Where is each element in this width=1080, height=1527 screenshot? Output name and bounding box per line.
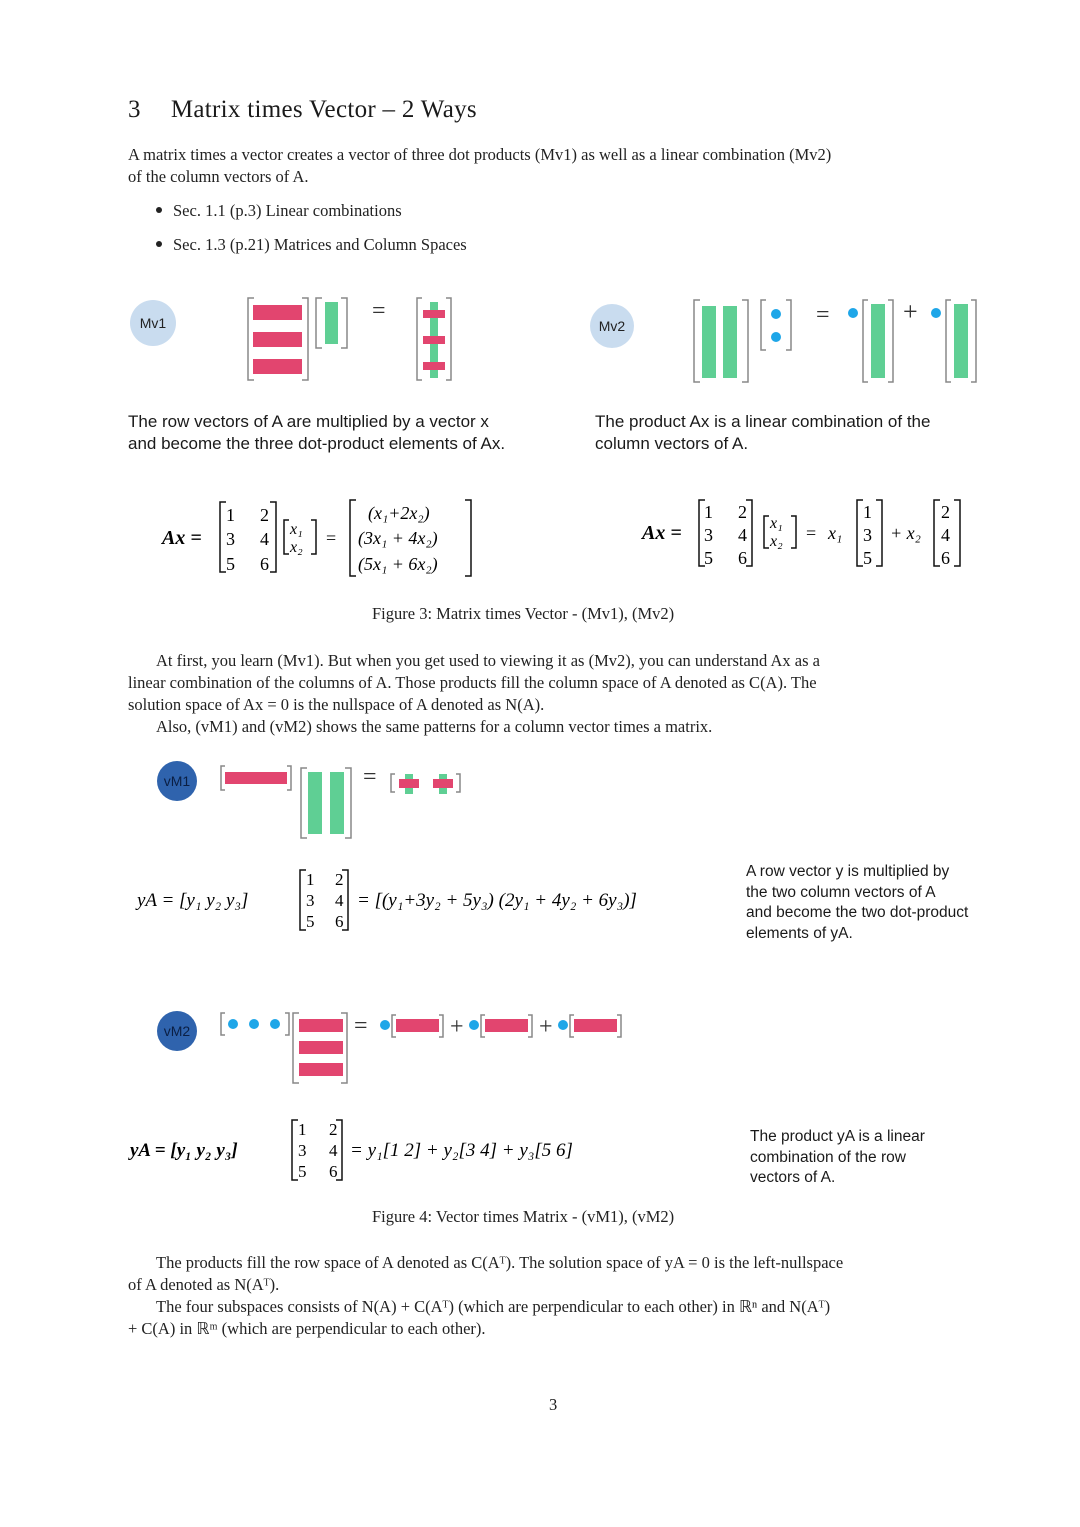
vector-cell: x₁ [290, 521, 303, 538]
vm1-description-line: elements of yA. [746, 924, 853, 942]
matrix-cell: 3 [226, 529, 235, 549]
matrix-cell: 3 [704, 525, 713, 545]
matrix-cell: 6 [335, 912, 344, 931]
eq-rhs: = y₁[1 2] + y₂[3 4] + y₃[5 6] [350, 1140, 573, 1161]
matrix-bracket-left [694, 300, 700, 382]
matrix-cell: 3 [306, 891, 315, 910]
row-vector-bar [253, 332, 302, 347]
vm2-badge-label: vM2 [163, 1023, 191, 1039]
vector-bracket-right [786, 300, 791, 350]
row-vector-bar [225, 772, 287, 784]
matrix-cell: 1 [704, 502, 713, 522]
intro-line-1: A matrix times a vector creates a vector of three dot products (Mv1) as well as a linear combination (Mv2) [128, 145, 832, 164]
equals-sign: = [816, 302, 830, 328]
row-dot-mark [423, 336, 445, 344]
matrix-cell: 6 [260, 554, 269, 574]
mv2-description-line: column vectors of A. [595, 434, 749, 453]
scalar-dot [380, 1020, 390, 1030]
result-bracket-left [417, 298, 422, 380]
matrix-cell: 2 [329, 1120, 338, 1139]
row-vector-bar [299, 1019, 343, 1032]
vector-bracket-left [761, 300, 766, 350]
row-dot-mark [423, 310, 445, 318]
mv2-equation [640, 494, 980, 574]
intro-paragraph [128, 144, 988, 188]
matrix-cell: 5 [306, 912, 315, 931]
plus-sign: + [903, 297, 918, 326]
column-cell: 1 [863, 502, 872, 522]
matrix-bracket-right [742, 300, 748, 382]
bullet-text: Sec. 1.1 (p.3) Linear combinations [173, 201, 402, 220]
vm1-description-line: the two column vectors of A [746, 883, 936, 901]
middle-line: linear combination of the columns of A. Those products fill the column space of A denoted as C(A). The [128, 673, 817, 692]
row-dot-mark [433, 779, 453, 788]
mv1-diagram [240, 290, 470, 390]
vm2-diagram [215, 1005, 635, 1090]
matrix-cell: 3 [298, 1141, 307, 1160]
eq-lhs: yA = [y₁ y₂ y₃] [137, 890, 249, 911]
equals-sign: = [354, 1013, 368, 1039]
mv2-badge-label: Mv2 [598, 318, 626, 334]
closing-paragraph [128, 1252, 988, 1340]
mv2-description-line: The product Ax is a linear combination of the [595, 412, 931, 431]
vm2-equation [128, 1116, 688, 1188]
matrix-cell: 4 [260, 529, 269, 549]
column-cell: 4 [941, 525, 950, 545]
scalar-dot [931, 308, 941, 318]
vm1-diagram [215, 760, 475, 845]
vm2-description-line: vectors of A. [750, 1169, 836, 1186]
equals-sign: = [372, 298, 386, 324]
result-bracket-right [446, 298, 451, 380]
combo-coef: x₁ [828, 523, 843, 543]
result-cell: (3x₁ + 4x₂) [358, 528, 438, 548]
eq-lhs: yA = [y₁ y₂ y₃] [130, 1140, 238, 1161]
eq-lhs: Ax = [642, 522, 682, 544]
bullet-icon [156, 207, 162, 213]
vm1-badge-label: vM1 [163, 773, 191, 789]
section-title [128, 96, 477, 124]
row-vector-bar [574, 1019, 617, 1032]
matrix-cell: 2 [335, 870, 344, 889]
column-cell: 2 [941, 502, 950, 522]
vm2-description [750, 1127, 980, 1189]
matrix-cell: 5 [704, 548, 713, 568]
matrix-cell: 4 [335, 891, 344, 910]
vector-bracket-left [316, 298, 322, 348]
middle-line: At first, you learn (Mv1). But when you get used to viewing it as (Mv2), you can understand Ax as a [156, 651, 821, 670]
bullet-item [156, 201, 402, 221]
mv1-description [128, 411, 568, 455]
mv1-badge [130, 300, 176, 346]
row-vector-bar [485, 1019, 528, 1032]
bullet-text: Sec. 1.3 (p.21) Matrices and Column Spaces [173, 235, 467, 254]
column-vector-bar [723, 306, 737, 378]
middle-line: Also, (vM1) and (vM2) shows the same patterns for a column vector times a matrix. [156, 717, 713, 736]
row-dot-mark [423, 362, 445, 370]
matrix-cell: 1 [306, 870, 315, 889]
col-bracket-right [888, 300, 893, 382]
column-cell: 6 [941, 548, 950, 568]
bullet-item [156, 235, 467, 255]
matrix-cell: 6 [329, 1162, 338, 1181]
matrix-cell: 4 [329, 1141, 338, 1160]
column-vector-bar [308, 772, 322, 834]
closing-line: + C(A) in ℝᵐ (which are perpendicular to each other). [128, 1319, 486, 1338]
result-cell: (5x₁ + 6x₂) [358, 554, 438, 574]
eq-equals: = [806, 523, 817, 543]
row-vector-bar [396, 1019, 439, 1032]
mv2-badge [590, 304, 634, 348]
scalar-dot [848, 308, 858, 318]
matrix-bracket-right [302, 298, 308, 380]
column-vector-bar [871, 304, 885, 378]
matrix-cell: 1 [298, 1120, 307, 1139]
figure-3-caption: Figure 3: Matrix times Vector - (Mv1), (Mv2) [372, 604, 675, 623]
intro-line-2: of the column vectors of A. [128, 167, 309, 186]
row-vector-bar [299, 1041, 343, 1054]
scalar-dot [228, 1019, 238, 1029]
column-vector-bar [330, 772, 344, 834]
vector-cell: x₂ [770, 533, 783, 550]
mv1-description-line: and become the three dot-product elements of Ax. [128, 434, 506, 453]
column-vector-bar [325, 302, 338, 344]
scalar-dot [469, 1020, 479, 1030]
scalar-dot [558, 1020, 568, 1030]
vector-cell: x₁ [770, 515, 783, 532]
mv2-diagram [686, 290, 986, 390]
mv1-description-line: The row vectors of A are multiplied by a vector x [128, 412, 489, 431]
col-bracket-left [863, 300, 868, 382]
page-number: 3 [549, 1395, 558, 1414]
scalar-dot [249, 1019, 259, 1029]
col-bracket-right [971, 300, 976, 382]
row-vector-bar [253, 305, 302, 320]
result-cell: (x₁+2x₂) [368, 503, 430, 523]
middle-paragraph [128, 650, 988, 738]
mv1-equation [160, 494, 490, 584]
middle-line: solution space of Ax = 0 is the nullspace of A denoted as N(A). [128, 695, 545, 714]
closing-line: The products fill the row space of A denoted as C(Aᵀ). The solution space of yA = 0 is the left-nullspace [156, 1253, 844, 1272]
matrix-cell: 2 [738, 502, 747, 522]
column-cell: 3 [863, 525, 872, 545]
bullet-icon [156, 241, 162, 247]
section-number: 3 [128, 96, 141, 123]
mv1-badge-label: Mv1 [139, 315, 167, 331]
vm1-equation [135, 866, 705, 938]
column-vector-bar [702, 306, 716, 378]
vm1-description [746, 862, 1006, 944]
eq-equals: = [326, 528, 337, 548]
matrix-cell: 4 [738, 525, 747, 545]
matrix-cell: 2 [260, 505, 269, 525]
vm2-badge [157, 1011, 197, 1051]
closing-line: of A denoted as N(Aᵀ). [128, 1275, 280, 1294]
plus-sign: + [450, 1014, 464, 1040]
matrix-cell: 5 [226, 554, 235, 574]
figure-4-caption: Figure 4: Vector times Matrix - (vM1), (vM2) [372, 1207, 675, 1226]
plus-sign: + [539, 1014, 553, 1040]
scalar-dot [771, 309, 781, 319]
vm1-badge [157, 761, 197, 801]
vm1-description-line: and become the two dot-product [746, 904, 969, 921]
eq-rhs: = [(y₁+3y₂ + 5y₃) (2y₁ + 4y₂ + 6y₃)] [357, 890, 637, 911]
combo-coef: + x₂ [890, 523, 921, 543]
vector-bracket-right [341, 298, 347, 348]
mv2-description [595, 411, 995, 455]
row-vector-bar [253, 359, 302, 374]
matrix-cell: 5 [298, 1162, 307, 1181]
matrix-cell: 6 [738, 548, 747, 568]
eq-lhs: Ax = [162, 527, 202, 549]
matrix-cell: 1 [226, 505, 235, 525]
column-vector-bar [954, 304, 968, 378]
vm1-description-line: A row vector y is multiplied by [746, 863, 950, 880]
scalar-dot [270, 1019, 280, 1029]
vm2-description-line: The product yA is a linear [750, 1128, 925, 1145]
column-cell: 5 [863, 548, 872, 568]
row-vector-bar [299, 1063, 343, 1076]
vector-cell: x₂ [290, 539, 303, 556]
col-bracket-left [946, 300, 951, 382]
section-title-text: Matrix times Vector – 2 Ways [170, 96, 477, 123]
vm2-description-line: combination of the row [750, 1148, 906, 1166]
row-dot-mark [399, 779, 419, 788]
equals-sign: = [363, 764, 377, 790]
closing-line: The four subspaces consists of N(A) + C(Aᵀ) (which are perpendicular to each other) in ℝⁿ and N(Aᵀ) [156, 1297, 831, 1316]
scalar-dot [771, 332, 781, 342]
